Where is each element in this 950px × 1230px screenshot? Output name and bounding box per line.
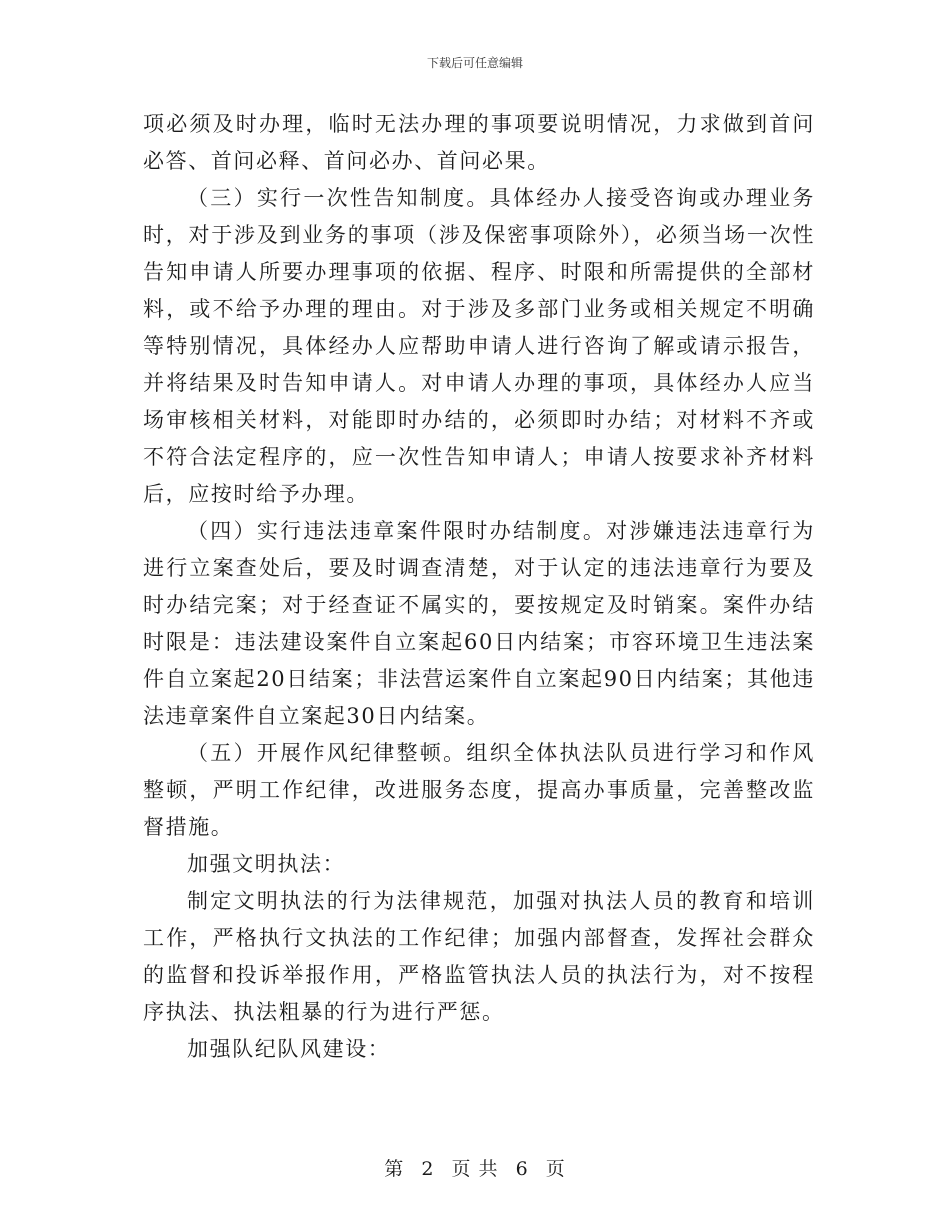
footer-suffix: 页 bbox=[545, 1158, 566, 1180]
paragraph-2: （三）实行一次性告知制度。具体经办人接受咨询或办理业务时，对于涉及到业务的事项（涉及保密事项除外），必须当场一次性告知申请人所要办理事项的依据、程序、时限和所需提供的全部材料，或不给予办理的理由。对于涉及多部门业务或相关规定不明确等特别情况，具体经办人应帮助申请人进行咨询了解或请示报告，并将结果及时告知申请人。对申请人办理的事项，具体经办人应当场审核相关材料，对能即时办结的，必须即时办结；对材料不齐或不符合法定程序的，应一次性告知申请人；申请人按要求补齐材料后，应按时给予办理。 bbox=[143, 186, 815, 506]
footer-prefix: 第 bbox=[384, 1158, 405, 1180]
footer-middle: 页 共 bbox=[451, 1158, 499, 1180]
paragraph-3: （四）实行违法违章案件限时办结制度。对涉嫌违法违章行为进行立案查处后，要及时调查清楚，对于认定的违法违章行为要及时办结完案；对于经查证不属实的，要按规定及时销案。案件办结时限是：违法建设案件自立案起60日内结案；市容环境卫生违法案件自立案起20日结案；非法营运案件自立案起90日内结案；其他违法违章案件自立案起30日内结案。 bbox=[143, 519, 815, 728]
section-heading-team-discipline: 加强队纪队风建设： bbox=[187, 1037, 391, 1061]
page-footer bbox=[0, 1154, 950, 1181]
total-page-count: 6 bbox=[515, 1158, 529, 1180]
current-page-number: 2 bbox=[421, 1158, 435, 1180]
page-header: 下载后可任意编辑 bbox=[426, 56, 523, 70]
document-body bbox=[143, 106, 815, 1068]
paragraph-5: 制定文明执法的行为法律规范，加强对执法人员的教育和培训工作，严格执行文执法的工作纪律；加强内部督查，发挥社会群众的监督和投诉举报作用，严格监管执法人员的执法行为，对不按程序执法、执法粗暴的行为进行严惩。 bbox=[143, 889, 815, 1024]
paragraph-1: 项必须及时办理，临时无法办理的事项要说明情况，力求做到首问必答、首问必释、首问必办、首问必果。 bbox=[143, 112, 815, 173]
section-heading-civil-enforcement: 加强文明执法： bbox=[187, 852, 346, 876]
paragraph-4: （五）开展作风纪律整顿。组织全体执法队员进行学习和作风整顿，严明工作纪律，改进服务态度，提高办事质量，完善整改监督措施。 bbox=[143, 741, 815, 839]
